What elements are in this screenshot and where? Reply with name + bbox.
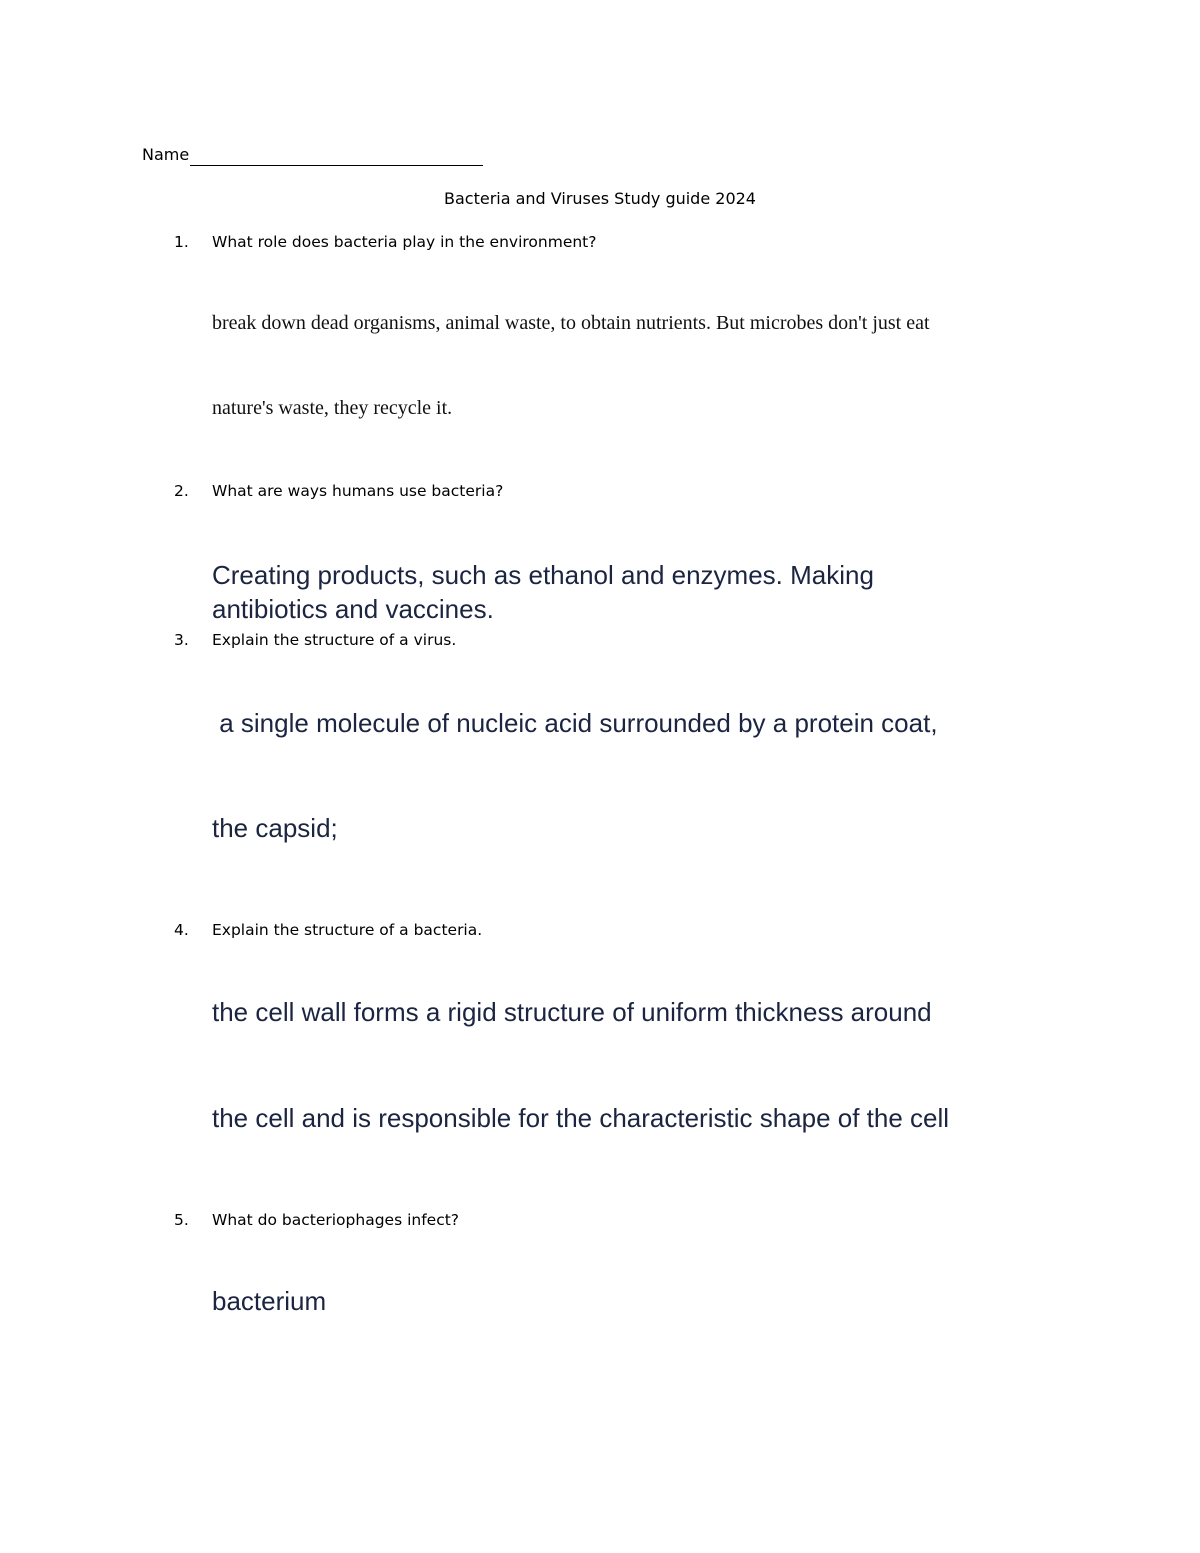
name-blank-line	[190, 147, 483, 166]
question-text: Explain the structure of a bacteria.	[212, 921, 483, 939]
question-number: 1.	[174, 233, 189, 251]
question-number: 5.	[174, 1211, 189, 1229]
answer-4-line-2: the cell and is responsible for the characteristic shape of the cell	[212, 1103, 950, 1133]
name-field	[142, 144, 483, 166]
question-number: 3.	[174, 631, 189, 649]
page-title: Bacteria and Viruses Study guide 2024	[444, 189, 756, 208]
question-text: What role does bacteria play in the environment?	[212, 233, 597, 251]
question-text: What are ways humans use bacteria?	[212, 482, 504, 500]
answer-1-line-1: break down dead organisms, animal waste, to obtain nutrients. But microbes don't just eat	[212, 312, 930, 334]
question-2	[174, 480, 503, 502]
answer-1-line-2: nature's waste, they recycle it.	[212, 397, 453, 419]
question-text: What do bacteriophages infect?	[212, 1211, 460, 1229]
question-1	[174, 231, 596, 253]
question-5	[174, 1209, 459, 1231]
question-text: Explain the structure of a virus.	[212, 631, 457, 649]
answer-3-line-2: the capsid;	[212, 813, 338, 843]
question-4	[174, 919, 482, 941]
name-label: Name	[142, 145, 190, 164]
answer-3-line-1: a single molecule of nucleic acid surrounded by a protein coat,	[212, 708, 938, 738]
answer-4-line-1: the cell wall forms a rigid structure of uniform thickness around	[212, 997, 932, 1027]
answer-5: bacterium	[212, 1286, 327, 1316]
question-number: 4.	[174, 921, 189, 939]
question-3	[174, 629, 456, 651]
question-number: 2.	[174, 482, 189, 500]
answer-2: Creating products, such as ethanol and enzymes. Making antibiotics and vaccines.	[212, 560, 874, 624]
